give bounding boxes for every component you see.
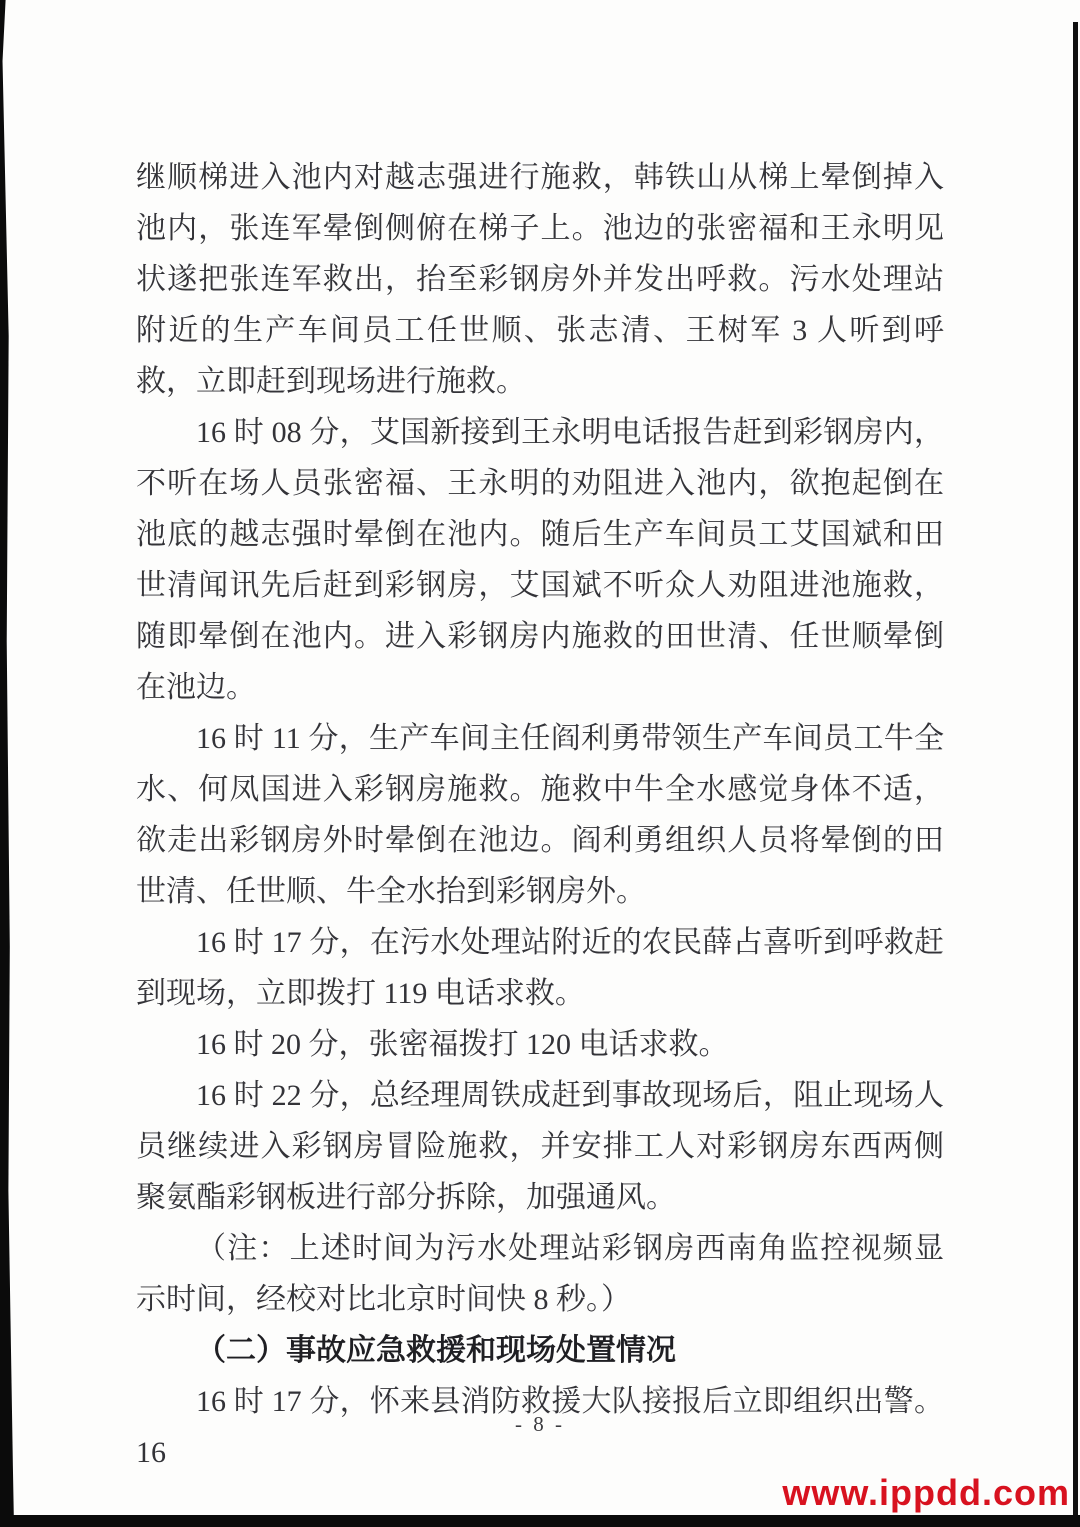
paragraph-time-note: （注：上述时间为污水处理站彩钢房西南角监控视频显示时间，经校对比北京时间快 8 秒。） <box>136 1232 944 1316</box>
paragraph-16h17-fire-brigade: 16 时 17 分，怀来县消防救援大队接报后立即组织出警。16 <box>136 1385 944 1469</box>
page-number: - 8 - <box>515 1412 565 1436</box>
paragraph-16h11: 16 时 11 分，生产车间主任阎利勇带领生产车间员工牛全水、何凤国进入彩钢房施救。施救中牛全水感觉身体不适，欲走出彩钢房外时晕倒在池边。阎利勇组织人员将晕倒的田世清、任世顺、牛全水抬到彩钢房外。 <box>136 722 944 908</box>
paragraph-16h22-manager: 16 时 22 分，总经理周铁成赶到事故现场后，阻止现场人员继续进入彩钢房冒险施救，并安排工人对彩钢房东西两侧聚氨酯彩钢板进行部分拆除，加强通风。 <box>136 1079 944 1214</box>
paragraph-rescue-continuation: 继顺梯进入池内对越志强进行施救，韩铁山从梯上晕倒掉入池内，张连军晕倒侧俯在梯子上。池边的张密福和王永明见状遂把张连军救出，抬至彩钢房外并发出呼救。污水处理站附近的生产车间员工任世顺、张志清、王树军 3 人听到呼救，立即赶到现场进行施救。 <box>136 161 944 398</box>
scan-border-bottom <box>0 1515 1080 1527</box>
paragraph-16h20-call120: 16 时 20 分，张密福拨打 120 电话求救。 <box>196 1028 729 1061</box>
section-heading-emergency-response: （二）事故应急救援和现场处置情况 <box>196 1334 676 1367</box>
scan-border-right <box>1073 22 1078 1527</box>
document-body <box>136 152 944 1478</box>
paragraph-16h08: 16 时 08 分，艾国新接到王永明电话报告赶到彩钢房内，不听在场人员张密福、王永明的劝阻进入池内，欲抱起倒在池底的越志强时晕倒在池内。随后生产车间员工艾国斌和田世清闻讯先后赶到彩钢房，艾国斌不听众人劝阻进池施救，随即晕倒在池内。进入彩钢房内施救的田世清、任世顺晕倒在池边。 <box>136 416 944 704</box>
watermark: www.ippdd.com <box>782 1472 1070 1513</box>
scan-border-left <box>0 0 14 1527</box>
paragraph-16h17-call119: 16 时 17 分，在污水处理站附近的农民薛占喜听到呼救赶到现场，立即拨打 119 电话求救。 <box>136 926 944 1010</box>
